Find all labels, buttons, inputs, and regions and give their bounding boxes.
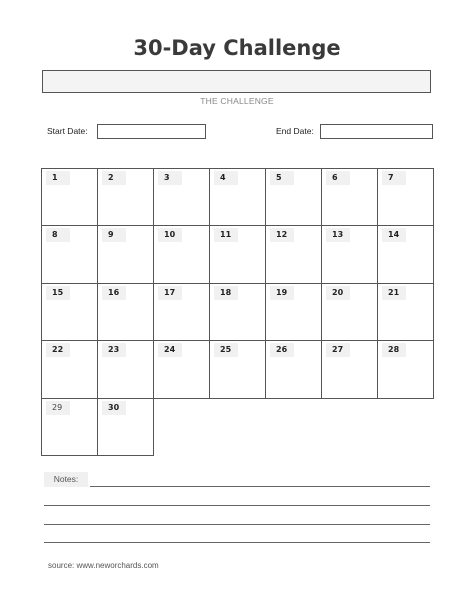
day-cell[interactable] [153, 168, 210, 226]
day-cell[interactable] [153, 283, 210, 341]
day-number: 29 [46, 401, 70, 415]
day-number: 3 [158, 171, 182, 185]
day-number: 4 [214, 171, 238, 185]
day-cell[interactable] [377, 225, 434, 283]
notes-line[interactable] [44, 524, 430, 525]
day-cell[interactable] [97, 398, 154, 456]
day-number: 14 [382, 228, 406, 242]
challenge-input[interactable] [42, 70, 431, 93]
day-number: 9 [102, 228, 126, 242]
calendar-grid [41, 168, 433, 455]
day-number: 26 [270, 343, 294, 357]
day-number: 24 [158, 343, 182, 357]
challenge-caption: THE CHALLENGE [200, 96, 274, 106]
day-number: 12 [270, 228, 294, 242]
day-cell[interactable] [209, 168, 266, 226]
day-cell[interactable] [97, 225, 154, 283]
day-cell[interactable] [41, 168, 98, 226]
day-cell[interactable] [265, 168, 322, 226]
day-cell[interactable] [97, 168, 154, 226]
day-number: 10 [158, 228, 182, 242]
day-cell[interactable] [41, 283, 98, 341]
day-cell[interactable] [321, 283, 378, 341]
day-cell[interactable] [321, 168, 378, 226]
day-number: 23 [102, 343, 126, 357]
day-cell[interactable] [265, 225, 322, 283]
day-cell[interactable] [97, 283, 154, 341]
day-cell[interactable] [41, 398, 98, 456]
day-cell[interactable] [209, 340, 266, 398]
day-cell[interactable] [209, 283, 266, 341]
day-number: 21 [382, 286, 406, 300]
source-credit: source: www.neworchards.com [48, 561, 159, 570]
day-cell[interactable] [265, 340, 322, 398]
day-cell[interactable] [41, 340, 98, 398]
day-cell[interactable] [321, 340, 378, 398]
day-cell[interactable] [209, 225, 266, 283]
day-number: 1 [46, 171, 70, 185]
day-cell[interactable] [41, 225, 98, 283]
notes-line[interactable] [90, 486, 430, 487]
day-number: 20 [326, 286, 350, 300]
notes-line[interactable] [44, 542, 430, 543]
notes-label: Notes: [44, 472, 88, 487]
day-number: 27 [326, 343, 350, 357]
page-title: 30-Day Challenge [133, 36, 341, 60]
end-date-field[interactable] [320, 124, 433, 139]
day-number: 15 [46, 286, 70, 300]
day-cell[interactable] [265, 283, 322, 341]
day-number: 2 [102, 171, 126, 185]
day-number: 16 [102, 286, 126, 300]
day-number: 11 [214, 228, 238, 242]
day-number: 25 [214, 343, 238, 357]
day-number: 18 [214, 286, 238, 300]
day-cell[interactable] [377, 340, 434, 398]
day-cell[interactable] [377, 283, 434, 341]
day-number: 22 [46, 343, 70, 357]
day-cell[interactable] [321, 225, 378, 283]
day-cell[interactable] [97, 340, 154, 398]
day-number: 7 [382, 171, 406, 185]
day-number: 19 [270, 286, 294, 300]
day-cell[interactable] [153, 225, 210, 283]
day-number: 30 [102, 401, 126, 415]
day-number: 13 [326, 228, 350, 242]
end-date-label: End Date: [276, 126, 314, 136]
start-date-label: Start Date: [47, 126, 88, 136]
day-number: 8 [46, 228, 70, 242]
day-number: 6 [326, 171, 350, 185]
start-date-field[interactable] [97, 124, 206, 139]
day-number: 5 [270, 171, 294, 185]
day-cell[interactable] [153, 340, 210, 398]
day-cell[interactable] [377, 168, 434, 226]
day-number: 17 [158, 286, 182, 300]
day-number: 28 [382, 343, 406, 357]
notes-line[interactable] [44, 505, 430, 506]
